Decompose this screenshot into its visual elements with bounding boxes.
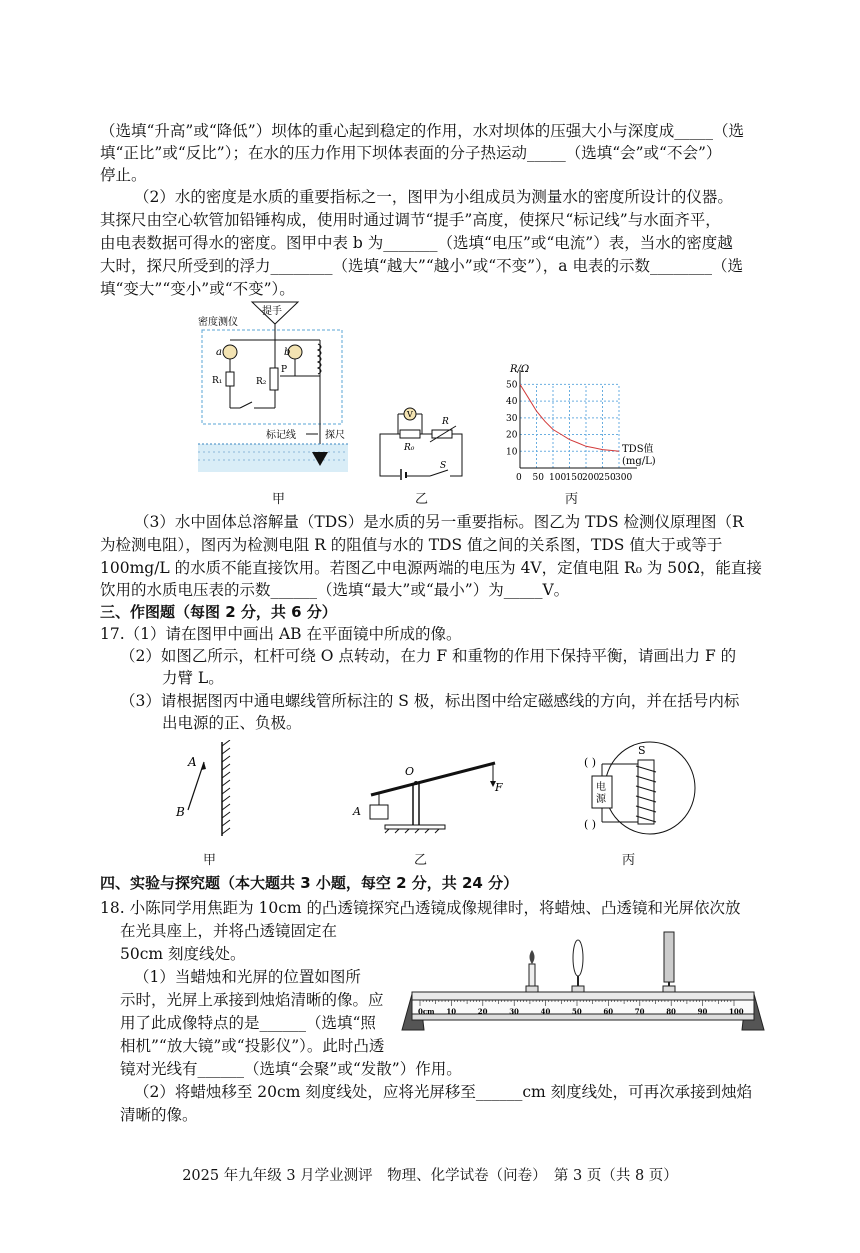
lever-figure [345,745,515,835]
solenoid-figure [580,738,700,843]
tanchi-label: 探尺 [325,430,345,441]
bench-tick-label: 30 [509,1007,519,1016]
bench-tick-label: 80 [666,1007,676,1016]
text-line: 50cm 刻度线处。 [120,945,246,963]
r1-label: R₁ [212,376,223,386]
meter-a-label: a [216,347,222,358]
text-line: 停止。 [100,166,147,184]
figure-caption: 丙 [622,853,636,868]
tds-chart [492,360,672,485]
power-paren-top: ( ) [584,756,597,769]
s-pole-label: S [638,744,646,757]
section-heading: 三、作图题（每图 2 分，共 6 分） [100,603,337,621]
chart-y-tick: 10 [506,447,518,458]
r0-label: R₀ [404,443,415,453]
text-line: 填“正比”或“反比”）；在水的压力作用下坝体表面的分子热运动_____（选填“会”或“不会”） [100,144,722,162]
bench-tick-label: 100 [729,1007,744,1016]
bench-tick-label: 10 [446,1007,457,1016]
power-paren-bottom: ( ) [584,818,597,831]
text-line: 100mg/L 的水质不能直接饮用。若图乙中电源两端的电压为 4V，定值电阻 R₀ 为 50Ω，能直接 [100,559,762,577]
text-line: 力臂 L。 [162,669,224,687]
text-line: （3）请根据图丙中通电螺线管所标注的 S 极，标出图中给定磁感线的方向，并在括号内标 [120,692,740,710]
chart-x-tick: 50 [532,473,544,483]
chart-x-tick: 0 [516,473,522,483]
chart-x-tick: 250 [598,473,616,483]
chart-xlabel-unit: (mg/L) [622,456,656,467]
power-label-1: 电 [596,782,606,793]
mirror-figure [170,740,250,840]
bench-tick-label: 40 [540,1007,551,1016]
text-line: （1）当蜡烛和光屏的位置如图所 [134,968,361,986]
chart-y-tick: 40 [506,397,518,408]
figure-caption: 乙 [414,853,428,868]
text-line: 示时，光屏上承接到烛焰清晰的像。应 [120,991,384,1009]
point-o-label: O [405,765,415,778]
bench-tick-label: 50 [572,1007,582,1016]
point-b-label: B [176,805,185,819]
text-line: 在光具座上，并将凸透镜固定在 [120,922,338,940]
point-a-label: A [188,755,197,769]
weight-a-label: A [353,805,361,818]
chart-x-tick: 300 [615,473,633,483]
text-line: 其探尺由空心软管加铅锤构成，使用时通过调节“提手”高度，使探尺“标记线”与水面齐平， [100,211,721,229]
text-line: 用了此成像特点的是______（选填“照 [120,1014,376,1032]
voltmeter-label: V [407,410,413,419]
text-line: 大时，探尺所受到的浮力________（选填“越大”“越小”或“不变”），a 电表的示数________（选 [100,257,743,275]
power-label-2: 源 [596,794,606,805]
chart-x-tick: 200 [582,473,600,483]
text-line: （2）如图乙所示，杠杆可绕 O 点转动，在力 F 和重物的作用下保持平衡，请画出力 F 的 [120,647,737,665]
text-line: 出电源的正、负极。 [162,714,302,732]
p-label: P [281,365,288,375]
bench-tick-label: 60 [603,1007,614,1016]
chart-y-tick: 20 [506,430,518,441]
chart-y-tick: 30 [506,413,518,424]
text-line: 清晰的像。 [120,1106,198,1124]
text-line: 镜对光线有______（选填“会聚”或“发散”）作用。 [120,1060,462,1078]
text-line: （2）水的密度是水质的重要指标之一，图甲为小组成员为测量水的密度所设计的仪器。 [134,188,733,206]
r2-label: R₂ [256,377,267,387]
chart-x-tick: 100 [549,473,567,483]
text-line: 填“变大”“变小”或“不变”）。 [100,280,295,298]
text-line: （3）水中固体总溶解量（TDS）是水质的另一重要指标。图乙为 TDS 检测仪原理图（R [134,513,744,531]
chart-xlabel: TDS值 [622,444,654,455]
device-label: 密度测仪 [198,317,238,328]
figure-caption: 甲 [203,853,217,868]
page-footer: 2025 年九年级 3 月学业测评 物理、化学试卷（问卷） 第 3 页（共 8 页） [182,1168,678,1184]
switch-label: S [440,461,447,471]
chart-ylabel: R/Ω [510,364,530,375]
biaojixian-label: 标记线 [266,430,296,441]
section-heading: 四、实验与探究题（本大题共 3 小题，每空 2 分，共 24 分） [100,874,519,892]
figure-caption: 丙 [565,492,579,507]
text-line: 为检测电阻），图丙为检测电阻 R 的阻值与水的 TDS 值之间的关系图，TDS 值大于或等于 [100,536,723,554]
optical-bench-figure [398,926,768,1036]
text-line: （2）将蜡烛移至 20cm 刻度线处，应将光屏移至______cm 刻度线处，可再次承接到烛焰 [134,1083,753,1101]
text-line: 17.（1）请在图甲中画出 AB 在平面镜中所成的像。 [100,625,462,643]
figure-caption: 甲 [272,492,286,507]
text-line: 饮用的水质电压表的示数______（选填“最大”或“最小”）为_____V。 [100,581,570,599]
text-line: 18. 小陈同学用焦距为 10cm 的凸透镜探究凸透镜成像规律时，将蜡烛、凸透镜和光屏依次放 [100,899,741,917]
chart-x-tick: 150 [565,473,583,483]
figure-caption: 乙 [415,492,429,507]
bench-tick-label: 0cm [418,1007,435,1016]
bench-tick-label: 90 [697,1007,708,1016]
text-line: 相机”“放大镜”或“投影仪”）。此时凸透 [120,1037,385,1055]
text-line: （选填“升高”或“降低”）坝体的重心起到稳定的作用，水对坝体的压强大小与深度成_____（选 [100,122,744,140]
r-label: R [442,417,449,427]
chart-y-tick: 50 [506,380,518,391]
tds-circuit-figure [370,400,480,480]
tishou-label: 提手 [262,306,282,317]
text-line: 由电表数据可得水的密度。图甲中表 b 为_______（选填“电压”或“电流”）表，当水的密度越 [100,234,733,252]
force-f-label: F [495,781,503,794]
meter-b-label: b [284,347,291,358]
bench-tick-label: 70 [634,1007,645,1016]
bench-tick-label: 20 [477,1007,488,1016]
density-meter-figure [190,300,360,480]
